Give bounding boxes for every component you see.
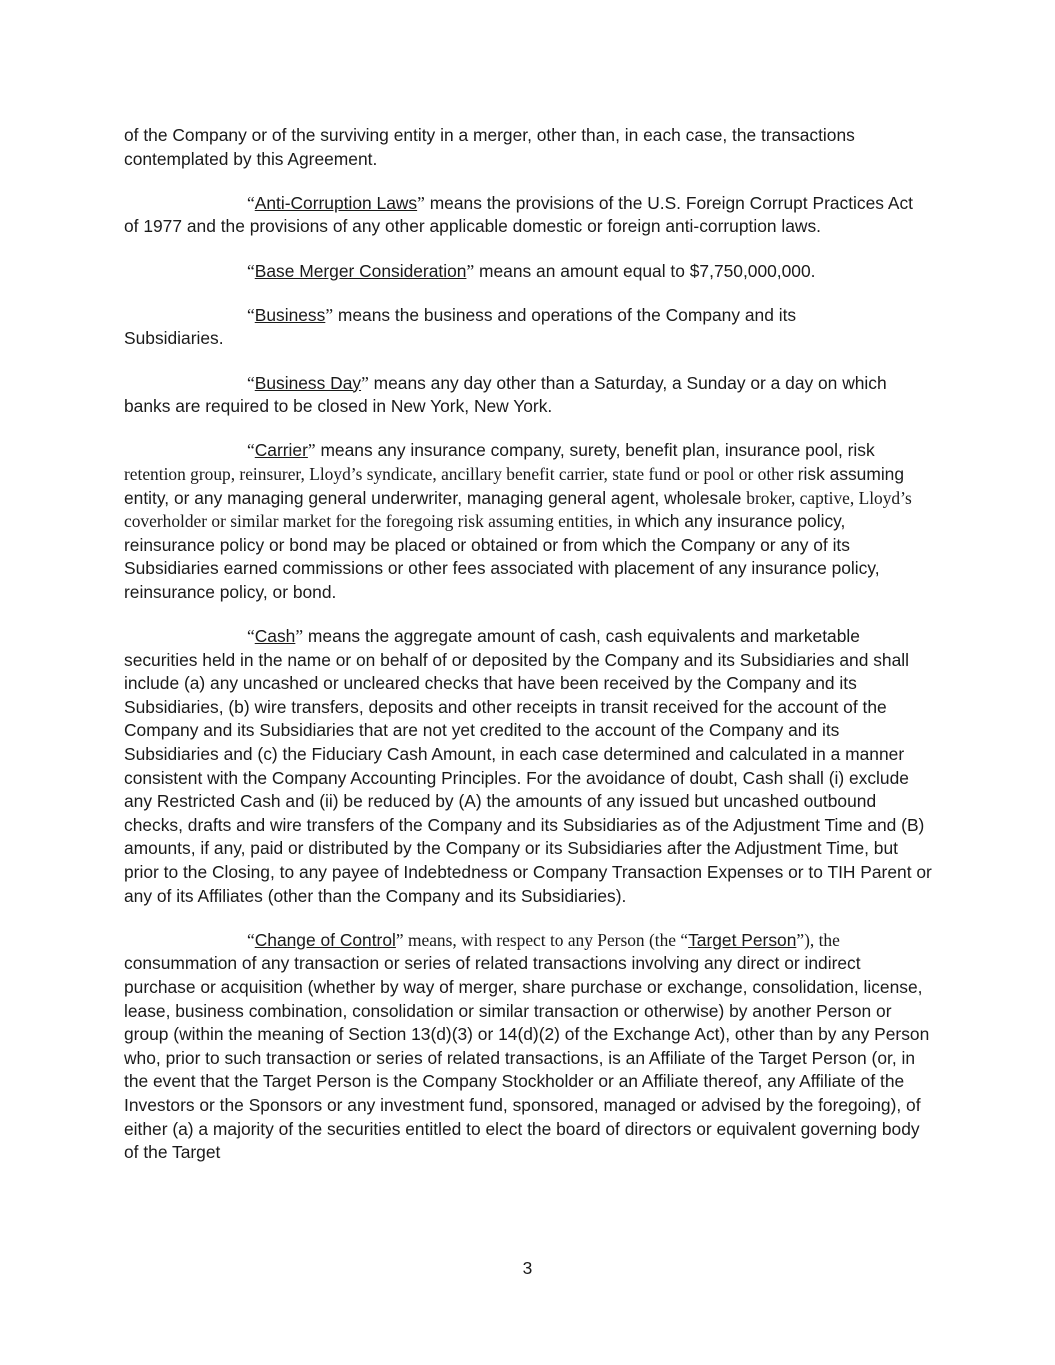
definition-business xyxy=(124,304,932,351)
open-quote: “ xyxy=(680,929,689,950)
definition-carrier xyxy=(124,439,932,604)
definition-text-serif: means, with respect to any Person (the xyxy=(403,929,681,950)
definition-business-day xyxy=(124,372,932,419)
defined-term: Cash xyxy=(254,626,296,647)
definition-text: means any insurance company, surety, benefit plan, insurance pool, risk xyxy=(315,440,875,461)
defined-term: Change of Control xyxy=(254,929,396,950)
document-page xyxy=(124,124,932,1185)
definition-change-of-control xyxy=(124,929,932,1165)
continuation-text: of the Company or of the surviving entity in a merger, other than, in each case, the transactions contemplated by this Agreement. xyxy=(124,125,855,169)
open-quote: “ xyxy=(247,304,255,325)
close-quote: ” xyxy=(417,192,425,213)
definition-text: means the provisions of the U.S. Foreign Corrupt Practices Act of 1977 and the provisions of any other applicable domestic or foreign anti-corruption laws. xyxy=(124,192,913,237)
definition-anti-corruption-laws xyxy=(124,192,932,239)
defined-term: Carrier xyxy=(254,440,308,461)
open-quote: “ xyxy=(247,260,255,281)
definition-text-serif: retention group, reinsurer, Lloyd’s syndicate, ancillary benefit carrier, state fund or pool or other xyxy=(124,463,798,484)
open-quote: “ xyxy=(247,440,255,461)
definition-text: means any day other than a Saturday, a Sunday or a day on which banks are required to be closed in New York, New York. xyxy=(124,372,887,417)
defined-term: Business Day xyxy=(254,372,362,393)
continuation-paragraph xyxy=(124,124,932,171)
defined-term: Business xyxy=(254,304,326,325)
definition-text: means the business and operations of the Company and its xyxy=(333,304,797,325)
close-quote: ” xyxy=(395,929,404,950)
definition-text: means the aggregate amount of cash, cash equivalents and marketable securities held in the name or on behalf of or deposited by the Company and its Subsidiaries and shall include (a) any uncashed or uncleared checks that have been received by the Company and its Subsidiaries, (b) wire transfers, deposits and other receipts in transit received for the account of the Company and its Subsidiaries that are not yet credited to the account of the Company and its Subsidiaries and (c) the Fiduciary Cash Amount, in each case determined and calculated in a manner consistent with the Company Accounting Principles. For the avoidance of doubt, Cash shall (i) exclude any Restricted Cash and (ii) be reduced by (A) the amounts of any issued but uncashed outbound checks, drafts and wire transfers of the Company and its Subsidiaries as of the Adjustment Time and (B) amounts, if any, paid or distributed by the Company or its Subsidiaries after the Adjustment Time, but prior to the Closing, to any payee of Indebtedness or Company Transaction Expenses or to TIH Parent or any of its Affiliates (other than the Company and its Subsidiaries). xyxy=(124,626,932,906)
close-quote: ” xyxy=(466,260,475,281)
close-quote: ” xyxy=(796,929,805,950)
open-quote: “ xyxy=(247,929,255,950)
definition-base-merger-consideration xyxy=(124,260,932,284)
defined-term: Anti-Corruption Laws xyxy=(254,192,418,213)
open-quote: “ xyxy=(247,372,255,393)
definition-text: risk assuming entity, or any managing general underwriter, managing general agent, wholesale xyxy=(124,463,905,508)
definition-text: which any insurance policy, reinsurance policy or bond may be placed or obtained or from which the Company or any of its Subsidiaries earned commissions or other fees associated with placement of any insurance policy, reinsurance policy, or bond. xyxy=(124,511,880,602)
definition-cash xyxy=(124,625,932,908)
open-quote: “ xyxy=(247,192,255,213)
close-quote: ” xyxy=(295,626,304,647)
close-quote: ” xyxy=(307,440,316,461)
definition-text: means an amount equal to $7,750,000,000. xyxy=(474,260,816,281)
page-number: 3 xyxy=(522,1258,533,1278)
open-quote: “ xyxy=(247,626,255,647)
close-quote: ” xyxy=(325,304,334,325)
definition-text-continued: Subsidiaries. xyxy=(124,328,224,349)
definition-text-serif: ), the xyxy=(804,929,840,950)
defined-term: Base Merger Consideration xyxy=(254,260,467,281)
definition-text-serif: broker, captive, Lloyd’s coverholder or similar market for the foregoing risk assuming entities, in xyxy=(124,487,912,532)
defined-term-target-person: Target Person xyxy=(688,929,797,950)
definition-text: consummation of any transaction or series of related transactions involving any direct or indirect purchase or acquisition (whether by way of merger, share purchase or exchange, consolidation, license, lease, business combination, consolidation or similar transaction or otherwise) by another Person or group (within the meaning of Section 13(d)(3) or 14(d)(2) of the Exchange Act), other than by any Person who, prior to such transaction or series of related transactions, is an Affiliate of the Target Person (or, in the event that the Target Person is the Company Stockholder or an Affiliate thereof, any Affiliate of the Investors or the Sponsors or any investment fund, sponsored, managed or advised by the foregoing), of either (a) a majority of the securities entitled to elect the board of directors or equivalent governing body of the Target xyxy=(124,953,930,1163)
close-quote: ” xyxy=(361,372,369,393)
